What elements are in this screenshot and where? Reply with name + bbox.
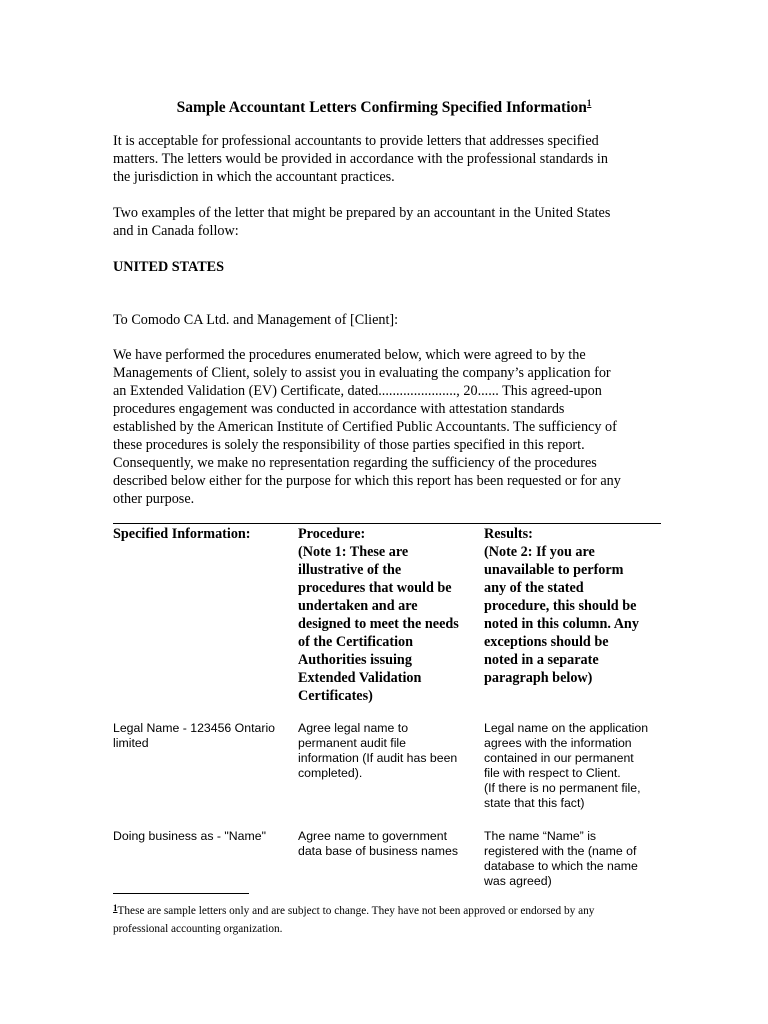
cell-line: agrees with the information [484,736,632,750]
table-cell-result [484,721,648,811]
text-line: procedures engagement was conducted in accordance with attestation standards [113,401,565,417]
text-line: Two examples of the letter that might be prepared by an accountant in the United States [113,205,611,221]
header-line: (Note 1: These are [298,544,409,560]
cell-line: limited [113,736,149,750]
header-line: any of the stated [484,580,584,596]
document-title-text: Sample Accountant Letters Confirming Specified Information [176,99,587,116]
text-line: described below either for the purpose for which this report has been requested or for any [113,473,621,489]
table-cell-result [484,829,638,889]
header-line: Procedure: [298,526,366,542]
header-line: designed to meet the needs [298,616,459,632]
footnote-line: professional accounting organization. [113,923,283,935]
header-line: Certificates) [298,688,373,704]
footnote-separator [113,893,249,894]
footnote-marker: 1 [113,903,118,913]
header-line: of the Certification [298,634,414,650]
intro-paragraph [113,132,673,186]
table-cell-procedure [298,829,458,859]
examples-paragraph [113,204,673,240]
cell-line: data base of business names [298,844,458,858]
text-line: an Extended Validation (EV) Certificate, dated......................, 20...... This agreed-upon [113,383,602,399]
text-line: matters. The letters would be provided in accordance with the professional standards in [113,151,608,167]
table-top-rule [113,523,661,524]
cell-line: The name “Name” is [484,829,597,843]
header-line: exceptions should be [484,634,609,650]
cell-line: Agree legal name to [298,721,409,735]
header-line: (Note 2: If you are [484,544,595,560]
footnote-text: These are sample letters only and are subject to change. They have not been approved or endorsed by any [117,905,595,917]
cell-line: was agreed) [484,874,552,888]
column-header-specified-information [113,525,251,543]
letter-body-paragraph [113,346,673,508]
header-line: noted in a separate [484,652,599,668]
header-line: unavailable to perform [484,562,624,578]
header-line: noted in this column. Any [484,616,639,632]
header-line: undertaken and are [298,598,418,614]
document-title [0,93,768,118]
cell-line: permanent audit file [298,736,407,750]
header-line: illustrative of the [298,562,402,578]
text-line: established by the American Institute of Certified Public Accountants. The sufficiency of [113,419,617,435]
table-cell-procedure [298,721,457,781]
cell-line: Doing business as - "Name" [113,829,266,843]
cell-line: database to which the name [484,859,638,873]
header-line: Results: [484,526,533,542]
column-header-procedure [298,525,459,705]
text-line: It is acceptable for professional accountants to provide letters that addresses specified [113,133,599,149]
header-line: Extended Validation [298,670,422,686]
cell-line: completed). [298,766,363,780]
text-line: and in Canada follow: [113,223,239,239]
cell-line: Legal Name - 123456 Ontario [113,721,276,735]
text-line: Consequently, we make no representation regarding the sufficiency of the procedures [113,455,597,471]
section-heading: UNITED STATES [113,259,225,275]
cell-line: registered with the (name of [484,844,637,858]
salutation: To Comodo CA Ltd. and Management of [Client]: [113,312,399,328]
text-line: the jurisdiction in which the accountant practices. [113,169,395,185]
cell-line: file with respect to Client. [484,766,621,780]
text-line: We have performed the procedures enumerated below, which were agreed to by the [113,347,586,363]
header-line: procedure, this should be [484,598,637,614]
text-line: Managements of Client, solely to assist you in evaluating the company’s application for [113,365,611,381]
header-line: paragraph below) [484,670,593,686]
header-line: Authorities issuing [298,652,412,668]
cell-line: contained in our permanent [484,751,634,765]
cell-line: (If there is no permanent file, [484,781,641,795]
text-line: other purpose. [113,491,195,507]
cell-line: information (If audit has been [298,751,458,765]
table-cell-info [113,721,275,751]
cell-line: Legal name on the application [484,721,649,735]
text-line: these procedures is solely the responsibility of those parties specified in this report. [113,437,585,453]
table-cell-info [113,829,266,844]
header-line: Specified Information: [113,526,251,542]
footnote [113,899,673,938]
cell-line: Agree name to government [298,829,448,843]
cell-line: state that this fact) [484,796,585,810]
title-footnote-marker: 1 [586,98,592,108]
column-header-results [484,525,639,687]
header-line: procedures that would be [298,580,452,596]
footnote-line [113,899,673,920]
